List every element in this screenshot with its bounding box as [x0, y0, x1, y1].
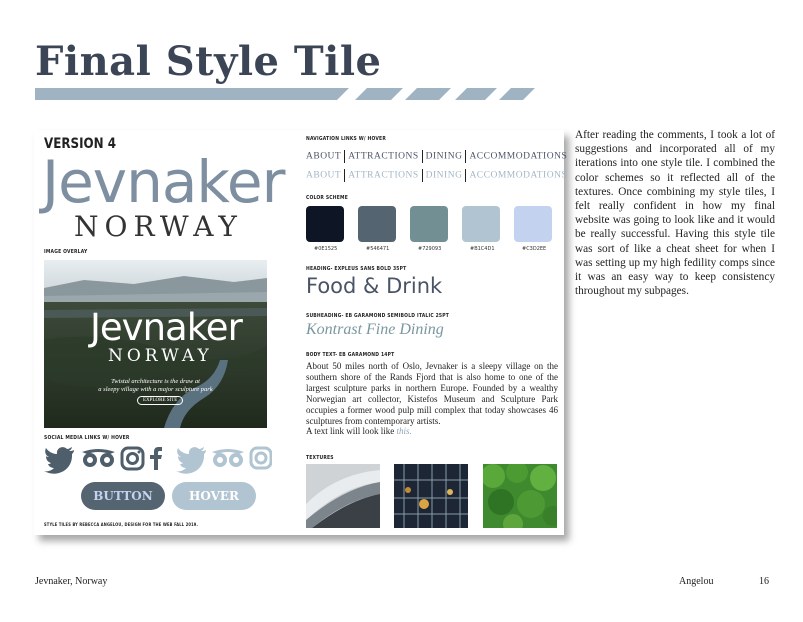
heading-sample: Food & Drink	[306, 274, 443, 298]
footer-author: Angelou	[679, 576, 714, 587]
color-swatch	[358, 206, 396, 242]
color-swatch	[410, 206, 448, 242]
body-paragraph: About 50 miles north of Oslo, Jevnaker is a sleepy village on the southern shore of the Rands Fjord that is also home to one of the largest sculpture parks in northern Europe. Founded by a wealthy Norwegian art collector, Kistefos Museum and Sculpture Park occupies a former wood pulp mill complex that today showcases 46 sculptures from contemporary artists.	[306, 361, 558, 426]
nav-hover-dining[interactable]: DINING	[425, 170, 463, 181]
photo-logo-wordmark: Jevnaker	[90, 306, 242, 349]
color-swatch	[514, 206, 552, 242]
link-prefix: A text link will look like	[306, 426, 395, 437]
facebook-icon	[150, 447, 162, 470]
logo-wordmark: Jevnaker	[42, 148, 285, 216]
version-label: VERSION 4	[44, 136, 117, 152]
tripadvisor-icon	[82, 449, 115, 467]
twitter-icon	[44, 447, 74, 474]
nav-label: NAVIGATION LINKS W/ HOVER	[306, 136, 386, 142]
color-swatch	[462, 206, 500, 242]
subheading-label: SUBHEADING- EB GARAMOND SEMIBOLD ITALIC 25PT	[306, 313, 450, 319]
explore-site-button[interactable]: EXPLORE SITE	[137, 396, 183, 405]
page-title: Final Style Tile	[35, 38, 382, 85]
color-hex-label: #B1C4D1	[470, 246, 495, 252]
overlay-photo	[44, 260, 267, 428]
nav-link-attractions[interactable]: ATTRACTIONS	[348, 151, 419, 162]
color-hex-label: #546471	[366, 246, 390, 252]
nav-link-about[interactable]: ABOUT	[306, 151, 342, 162]
body-sample	[306, 361, 558, 437]
nav-link-accommodations[interactable]: ACCOMMODATIONS	[469, 151, 568, 162]
footer-left: Jevnaker, Norway	[35, 576, 108, 587]
color-hex-label: #0E1525	[314, 246, 338, 252]
texture-architecture	[306, 464, 380, 528]
social-label: SOCIAL MEDIA LINKS W/ HOVER	[44, 435, 130, 441]
photo-caption-line: Twistal architecture is the draw at	[111, 378, 200, 385]
sample-hover-button[interactable]: HOVER	[172, 482, 256, 510]
texture-forest	[483, 464, 557, 528]
color-scheme-label: COLOR SCHEME	[306, 195, 348, 201]
color-swatch	[306, 206, 344, 242]
nav-hover-about[interactable]: ABOUT	[306, 170, 342, 181]
social-icons	[44, 444, 272, 474]
photo-caption-line: a sleepy village with a major sculpture park	[98, 386, 213, 393]
nav-link-dining[interactable]: DINING	[425, 151, 463, 162]
nav-bar-hover	[306, 169, 567, 182]
textures-label: TEXTURES	[306, 455, 334, 461]
image-overlay-label: IMAGE OVERLAY	[44, 249, 88, 255]
credit-line: STYLE TILES BY REBECCA ANGELOU, DESIGN FOR THE WEB FALL 2019.	[44, 522, 199, 527]
photo-logo-subtitle: NORWAY	[108, 346, 213, 366]
color-hex-label: #C3D2EE	[522, 246, 547, 252]
subheading-sample: Kontrast Fine Dining	[306, 321, 444, 338]
instagram-icon	[122, 448, 143, 469]
twitter-hover-icon	[176, 447, 206, 474]
side-commentary: After reading the comments, I took a lot of suggestions and incorporated all of my iterations into one style tile. I combined the color schemes so it reflected all of the textures. Once combining my style tiles, I felt really confident in how my final website was going to look like and it would be really successful. Having this style tile was sort of like a cheat sheet for when I was setting up my high fedility comps since it was an easy way to keep consistency throughout my subpages.	[575, 129, 775, 298]
body-label: BODY TEXT- EB GARAMOND 14PT	[306, 352, 395, 358]
instagram-hover-icon	[251, 448, 271, 468]
logo-subtitle: NORWAY	[74, 210, 243, 243]
heading-label: HEADING- EXPLEUS SANS BOLD 35PT	[306, 266, 407, 272]
photo-caption	[44, 378, 267, 394]
decorative-stripes	[35, 88, 535, 100]
tripadvisor-hover-icon	[212, 449, 244, 467]
sample-link[interactable]: this.	[396, 426, 412, 437]
color-hex-label: #729093	[418, 246, 442, 252]
sample-button[interactable]: BUTTON	[81, 482, 165, 510]
page-number: 16	[759, 576, 769, 587]
style-tile	[34, 130, 568, 535]
nav-bar	[306, 150, 567, 163]
nav-hover-attractions[interactable]: ATTRACTIONS	[348, 170, 419, 181]
texture-glass-facade	[394, 464, 468, 528]
nav-hover-accommodations[interactable]: ACCOMMODATIONS	[469, 170, 568, 181]
